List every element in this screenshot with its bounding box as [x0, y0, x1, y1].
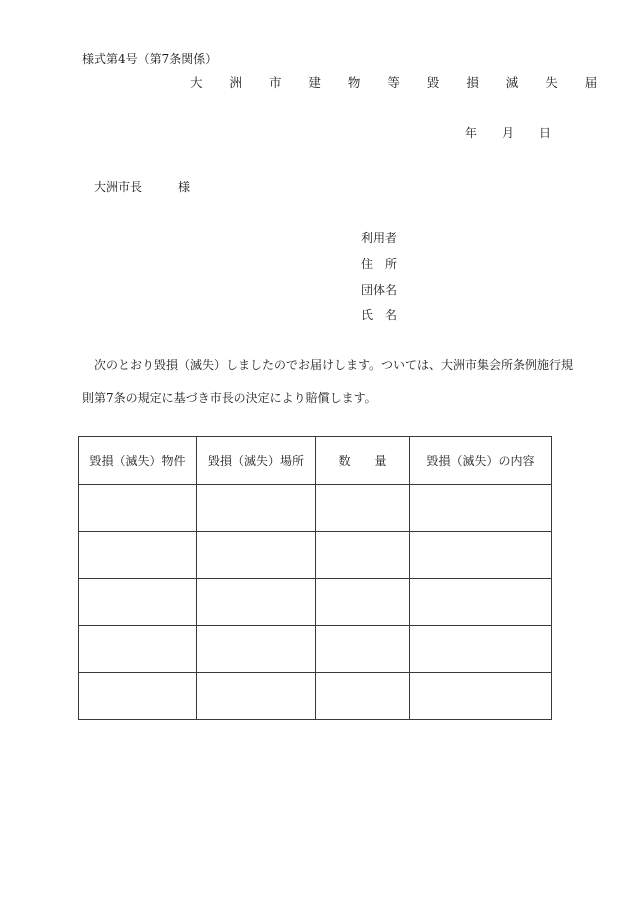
- document-title: 大 洲 市 建 物 等 毀 損 滅 失 届: [190, 75, 609, 90]
- damage-table: [78, 436, 552, 720]
- table-cell[interactable]: [316, 485, 410, 532]
- table-cell[interactable]: [79, 673, 197, 720]
- header-quantity: 数 量: [316, 437, 410, 485]
- table-row: [79, 485, 552, 532]
- table-cell[interactable]: [410, 673, 552, 720]
- table-cell[interactable]: [316, 532, 410, 579]
- table-header-row: [79, 437, 552, 485]
- table-cell[interactable]: [197, 673, 316, 720]
- addressee: [94, 178, 190, 195]
- header-damage-details: 毀損（滅失）の内容: [410, 437, 552, 485]
- table-cell[interactable]: [197, 485, 316, 532]
- table-cell[interactable]: [410, 532, 552, 579]
- day-label: 日: [539, 126, 552, 140]
- table-cell[interactable]: [197, 532, 316, 579]
- form-number: 様式第4号（第7条関係）: [82, 52, 218, 66]
- table-cell[interactable]: [410, 579, 552, 626]
- body-text-line-2: 則第7条の規定に基づき市長の決定により賠償します。: [82, 391, 377, 405]
- year-label: 年: [465, 126, 478, 140]
- table-row: [79, 532, 552, 579]
- table-cell[interactable]: [197, 626, 316, 673]
- table-row: [79, 579, 552, 626]
- sender-name-label: 氏 名: [361, 308, 398, 322]
- table-cell[interactable]: [79, 485, 197, 532]
- table-row: [79, 673, 552, 720]
- table-cell[interactable]: [410, 485, 552, 532]
- sender-user-label: 利用者: [361, 231, 398, 245]
- table-cell[interactable]: [410, 626, 552, 673]
- date-line: [443, 124, 551, 141]
- table-cell[interactable]: [316, 579, 410, 626]
- header-damage-location: 毀損（滅失）場所: [197, 437, 316, 485]
- table-cell[interactable]: [197, 579, 316, 626]
- table-cell[interactable]: [79, 532, 197, 579]
- table-cell[interactable]: [316, 673, 410, 720]
- table-cell[interactable]: [79, 626, 197, 673]
- addressee-honorific: 様: [178, 180, 191, 194]
- month-label: 月: [502, 126, 515, 140]
- table-row: [79, 626, 552, 673]
- sender-address-label: 住 所: [361, 257, 398, 271]
- addressee-name: 大洲市長: [94, 180, 143, 194]
- body-text-line-1: 次のとおり毀損（滅失）しましたのでお届けします。ついては、大洲市集会所条例施行規: [94, 358, 574, 372]
- table-cell[interactable]: [79, 579, 197, 626]
- table-cell[interactable]: [316, 626, 410, 673]
- header-damaged-item: 毀損（滅失）物件: [79, 437, 197, 485]
- sender-organization-label: 団体名: [361, 283, 398, 297]
